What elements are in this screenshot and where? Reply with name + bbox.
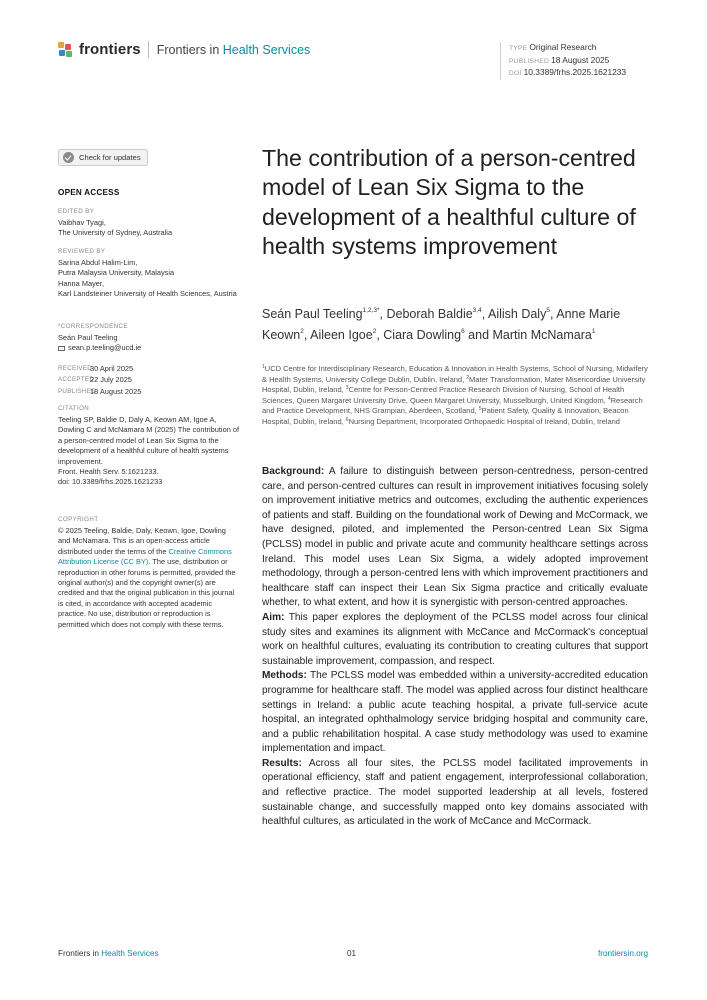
author[interactable] [493,328,596,342]
correspondence-email[interactable]: sean.p.teeling@ucd.ie [68,343,142,353]
abstract-heading: Background: [262,466,325,477]
publisher-name: frontiers [79,41,141,58]
journal-prefix: Frontiers in [156,42,223,57]
correspondence-name: Seán Paul Teeling [58,333,118,342]
doi-label: DOI [509,70,522,78]
footer-site-link[interactable] [598,949,648,958]
correspondence-email-row[interactable] [58,343,242,353]
reviewer-affiliation: Karl Landsteiner University of Health Sciences, Austria [58,289,237,299]
editor-name: Vaibhav Tyagi, [58,218,106,227]
author-name: Ciara Dowling [383,328,462,342]
footer-journal-accent: Health Services [101,949,159,958]
abstract-text: A failure to distinguish between person-centredness, person-centred care, and person-centred cultures can result in improvement initiatives focusing solely on improvement initiative metrics and outcomes, excluding the authentic experiences of patients and staff. Building on the foundational work of Dewing and McCormack, we have designed, piloted, and implemented the Person-centred Lean Six Sigma (PCLSS) model in public and private acute and community healthcare settings across Ireland. This model uses Lean Six Sigma, a widely adopted improvement methodology, through a person-centred lens with which improvement practitioners and healthcare staff can inspect their Lean Six Sigma practice and critically evaluate whether, to what extent, and how it is synergistic with person-centred approaches. [262,466,648,609]
author-name: Anne Marie Keown [262,307,621,342]
edited-by-section [58,208,242,239]
published-date: 18 August 2025 [90,386,142,396]
affiliation-text: Research and Practice Development, NHS Grampian, Aberdeen, Scotland, [262,395,643,416]
received-label: RECEIVED [58,365,93,372]
affiliation-text: Patient Safety, Quality & Innovation, Beacon Hospital, Dublin, Ireland, [262,406,629,426]
abstract-paragraph [262,757,648,830]
footer-site-text[interactable]: frontiersin.org [597,949,648,958]
author[interactable] [383,328,464,342]
journal-name [157,43,311,57]
received-date: 30 April 2025 [90,364,134,373]
reviewed-by-section [58,248,242,300]
author[interactable] [262,307,380,321]
affiliation-number: 2 [466,374,470,381]
doi-link[interactable]: 10.3389/frhs.2025.1621233 [523,67,627,78]
affiliation-text: Nursing Department, Incorporated Orthopaedic Hospital of Ireland, Dublin, Ireland [348,416,620,426]
author-separator: and [464,328,493,342]
author-affiliation-ref: 2 [372,328,377,335]
journal-accent: Health Services [222,42,311,57]
citation-doi[interactable]: doi: 10.3389/frhs.2025.1621233 [58,477,163,487]
author-name: Deborah Baldie [386,307,473,321]
reviewer-name: Hanna Mayer, [58,278,105,288]
affiliation-number: 5 [478,406,482,413]
type-label: TYPE [509,45,528,52]
affiliations [262,364,652,428]
edited-by-label: EDITED BY [58,208,95,215]
published-value: 18 August 2025 [551,54,610,65]
citation-section [58,405,242,488]
abstract [262,465,648,830]
affiliation-text: Mater Transformation, Mater Misericordiae University Hospital, Dublin, Ireland, [262,374,646,395]
editor-affiliation: The University of Sydney, Australia [58,228,173,238]
abstract-paragraph [262,611,648,669]
author-affiliation-ref: 5 [546,307,550,314]
author-affiliation-ref: 6 [461,328,465,335]
open-access-label: OPEN ACCESS [58,188,120,197]
correspondence-label: *CORRESPONDENCE [58,323,128,330]
author-affiliation-ref: 1 [591,328,596,335]
author-name: Martin McNamara [492,328,592,342]
copyright-section [58,516,242,630]
citation-text: Teeling SP, Baldie D, Daly A, Keown AM, Igoe A, Dowling C and McNamara M (2025) The contribution of a person-centred model of Lean Six Sigma to the development of a healthful culture of health systems improvement. [58,415,240,466]
author-separator: , [549,307,557,321]
check-updates-label: Check for updates [79,153,141,162]
author-name: Aileen Igoe [310,328,373,342]
mail-icon [58,346,65,351]
author-name: Seán Paul Teeling [262,307,363,321]
author-separator: , [379,307,387,321]
affiliation-text: UCD Centre for Interdisciplinary Research, Education & Innovation in Health Systems, School of Nursing, Midwifery & Health Systems, University College Dublin, Dublin, Ireland, [262,364,648,384]
abstract-text: Across all four sites, the PCLSS model facilitated improvements in operational efficiency, staff and patient engagement, interprofessional collaboration, and reflective practice. The model supported leadership at all levels, fostered sustainable change, and successfully mapped onto key domains associated with healthful cultures, as articulated in the work of McCance and McCormack. [262,757,648,828]
article-meta [500,42,626,80]
reviewer-affiliation: Putra Malaysia University, Malaysia [58,268,175,278]
page-number: 01 [347,949,357,958]
abstract-paragraph [262,465,648,611]
author[interactable] [310,328,376,342]
author-list [262,304,662,346]
publisher-logo[interactable] [58,41,310,58]
author-affiliation-ref: 2 [300,328,304,335]
copyright-text [58,526,236,630]
history-dates [58,364,242,397]
author-affiliation-ref: 1,2,3* [362,307,380,314]
license-link[interactable]: Creative Commons Attribution License (CC BY) [58,546,232,567]
check-icon [63,152,74,163]
copyright-text-part: © 2025 Teeling, Baldie, Daly, Keown, Igoe, Dowling and McNamara. This is an open-access article distributed under the terms of the [58,526,226,556]
author[interactable] [488,307,550,321]
abstract-text: This paper explores the deployment of the PCLSS model across four clinical study sites and examines its alignment with McCance and McCormack's conceptual work on healthful cultures, evaluating its contribution to creating cultures that support sustainable improvement, compassion, and respect. [262,611,648,667]
reviewer-name: Sarina Abdul Halim-Lim, [58,258,138,267]
copyright-text-part: . The use, distribution or reproduction in other forums is permitted, provided the original author(s) and the copyright owner(s) are credited and that the original publication in this journal is cited, in accordance with accepted academic practice. No use, distribution or reproduction is permitted which does not comply with these terms. [58,557,236,629]
copyright-label: COPYRIGHT [58,516,99,523]
abstract-text: The PCLSS model was embedded within a university-accredited education programme for healthcare staff. The model was applied across four distinct healthcare settings in Ireland: a public acute teaching hospital, a private full-service acute hospital, an integrated ophthalmology service bridging hospital and community care, and a public rehabilitation hospital. A case study methodology was used to examine implementation and impact. [262,670,648,755]
author-separator: , [481,307,488,321]
affiliation-number: 4 [607,395,611,402]
reviewed-by-label: REVIEWED BY [58,248,106,255]
abstract-heading: Methods: [262,670,307,682]
frontiers-logo-icon [58,42,74,58]
author-name: Ailish Daly [487,307,547,321]
correspondence-section [58,323,242,354]
published-label: PUBLISHED [58,387,96,395]
accepted-date: 22 July 2025 [90,375,132,385]
abstract-heading: Aim: [262,611,285,623]
author-separator: , [303,328,311,342]
footer-journal-prefix: Frontiers in [58,949,102,958]
abstract-paragraph [262,669,648,757]
affiliation-number: 3 [345,385,349,392]
author[interactable] [387,307,482,321]
check-updates-button[interactable] [58,149,148,166]
type-value: Original Research [529,42,597,52]
author-affiliation-ref: 3,4 [472,307,482,314]
affiliation-text: Centre for Person-Centred Practice Research Division of Nursing, School of Health Sciences, Queen Margaret University Drive, Queen Margaret University, Musselburgh, United Kingdom, [262,385,625,405]
article-title: The contribution of a person-centred model of Lean Six Sigma to the development of a healthful culture of health systems improvement [262,145,636,260]
affiliation-number: 6 [345,416,349,423]
abstract-heading: Results: [262,757,302,769]
citation-journal: Front. Health Serv. 5:1621233. [58,467,159,477]
published-label: PUBLISHED [509,57,550,65]
footer-journal [58,949,159,958]
logo-divider [148,41,149,58]
author-separator: , [376,328,384,342]
citation-label: CITATION [58,405,90,412]
affiliation-number: 1 [262,364,265,370]
accepted-label: ACCEPTED [58,376,95,384]
